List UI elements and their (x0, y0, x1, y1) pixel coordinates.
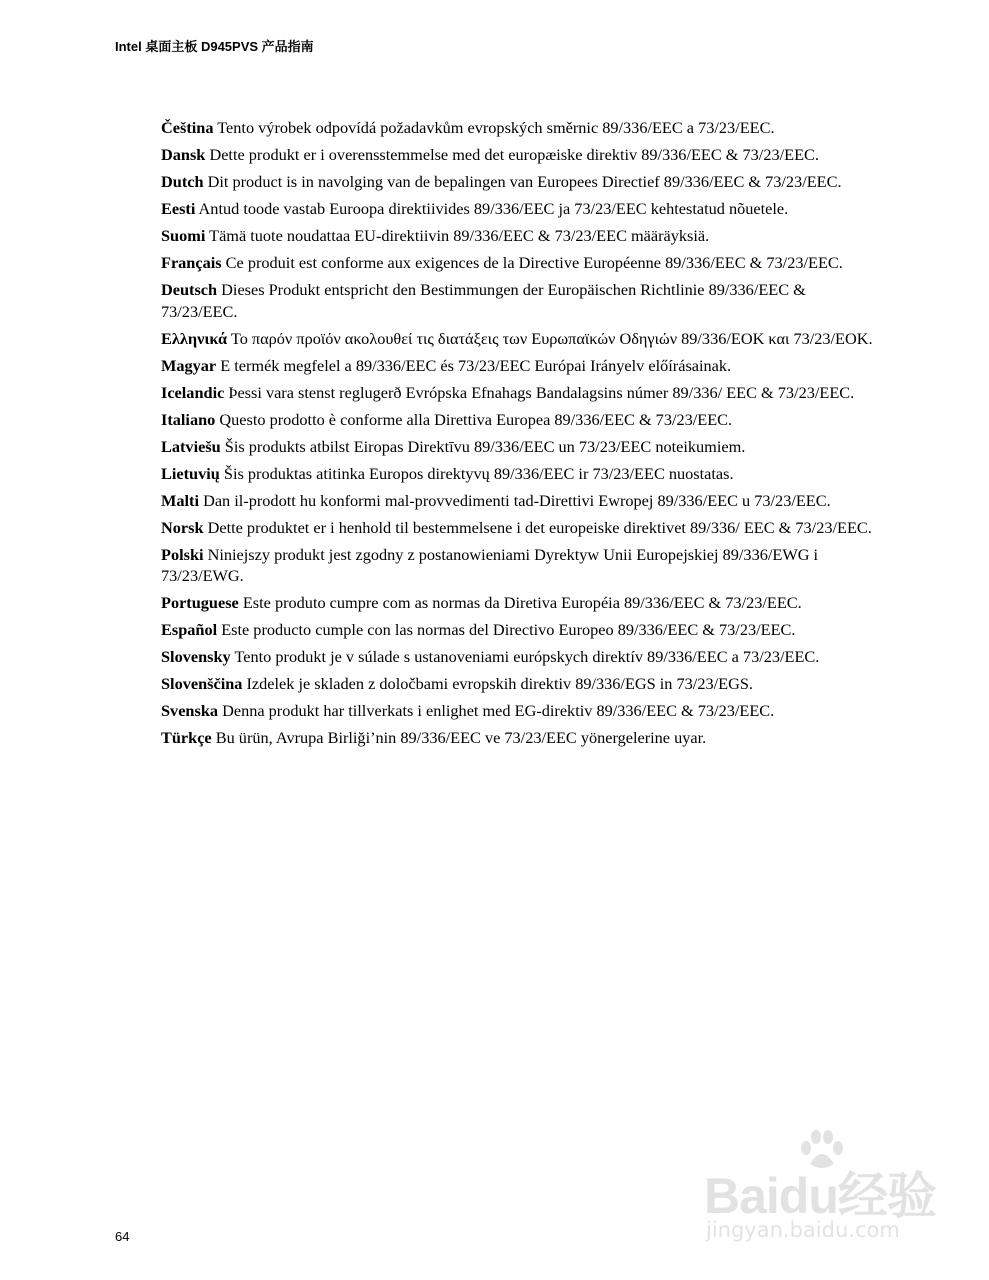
statement-text: Ce produit est conforme aux exigences de la Directive Européenne 89/336/EEC & 73/23/EEC. (225, 253, 843, 272)
statement-entry (161, 463, 873, 485)
statement-entry (161, 198, 873, 220)
statement-text: Antud toode vastab Euroopa direktiivides 89/336/EEC ja 73/23/EEC kehtestatud nõuetele. (198, 199, 789, 218)
statement-text: Denna produkt har tillverkats i enlighet med EG-direktiv 89/336/EEC & 73/23/EEC. (222, 701, 775, 720)
language-label: Svenska (161, 701, 219, 720)
statement-entry (161, 171, 873, 193)
page-header: Intel 桌面主板 D945PVS 产品指南 (115, 39, 314, 54)
statement-entry (161, 382, 873, 404)
statement-text: Tämä tuote noudattaa EU-direktiivin 89/336/EEC & 73/23/EEC määräyksiä. (209, 226, 710, 245)
statement-text: Este producto cumple con las normas del Directivo Europeo 89/336/EEC & 73/23/EEC. (221, 620, 796, 639)
language-label: Slovenščina (161, 674, 243, 693)
statement-entry (161, 252, 873, 274)
language-label: Español (161, 620, 218, 639)
statement-text: Este produto cumpre com as normas da Diretiva Européia 89/336/EEC & 73/23/EEC. (242, 593, 802, 612)
statement-text: Þessi vara stenst reglugerð Evrópska Efnahags Bandalagsins númer 89/336/ EEC & 73/23/EEC. (228, 382, 855, 402)
statement-entry (161, 355, 873, 377)
language-label: Polski (161, 544, 204, 564)
statement-entry (161, 328, 873, 350)
compliance-statements (161, 117, 873, 754)
language-label: Latviešu (161, 436, 221, 456)
statement-text: Šis produktas atitinka Europos direktyvų 89/336/EEC ir 73/23/EEC nuostatas. (223, 463, 734, 483)
language-label: Dutch (161, 172, 204, 191)
language-label: Magyar (161, 355, 217, 375)
statement-entry (161, 673, 873, 695)
page-number: 64 (115, 1229, 130, 1244)
language-label: Čeština (161, 118, 214, 137)
statement-text: Dan il-prodott hu konformi mal-provvedimenti tad-Direttivi Ewropej 89/336/EEC u 73/23/EEC. (203, 490, 831, 510)
statement-entry (161, 279, 873, 322)
language-label: Ελληνικά (161, 328, 228, 348)
language-label: Deutsch (161, 280, 218, 299)
statement-entry (161, 490, 873, 512)
statement-entry (161, 117, 873, 139)
statement-entry (161, 727, 873, 749)
statement-entry (161, 700, 873, 722)
statement-text: Dieses Produkt entspricht den Bestimmungen der Europäischen Richtlinie 89/336/EEC & 73/23/EEC. (161, 280, 806, 321)
statement-text: Šis produkts atbilst Eiropas Direktīvu 89/336/EEC un 73/23/EEC noteikumiem. (224, 436, 746, 456)
statement-entry (161, 517, 873, 539)
statement-text: Bu ürün, Avrupa Birliği’nin 89/336/EEC ve 73/23/EEC yönergelerine uyar. (215, 728, 707, 747)
language-label: Portuguese (161, 593, 239, 612)
language-label: Dansk (161, 145, 206, 164)
language-label: Türkçe (161, 728, 212, 747)
statement-entry (161, 619, 873, 641)
language-label: Italiano (161, 409, 216, 429)
language-label: Français (161, 253, 222, 272)
statement-text: E termék megfelel a 89/336/EEC és 73/23/EEC Európai Irányelv előírásainak. (220, 355, 732, 375)
statement-entry (161, 646, 873, 668)
statement-text: Questo prodotto è conforme alla Direttiva Europea 89/336/EEC & 73/23/EEC. (219, 409, 733, 429)
statement-text: Tento produkt je v súlade s ustanoveniami európskych direktív 89/336/EEC a 73/23/EEC. (234, 647, 820, 666)
statement-entry (161, 409, 873, 431)
language-label: Eesti (161, 199, 196, 218)
watermark-url: jingyan.baidu.com (706, 1218, 900, 1242)
language-label: Slovensky (161, 647, 231, 666)
statement-text: Izdelek je skladen z določbami evropskih direktiv 89/336/EGS in 73/23/EGS. (246, 674, 753, 693)
statement-text: Niniejszy produkt jest zgodny z postanowieniami Dyrektyw Unii Europejskiej 89/336/EWG i 73/23/EWG. (161, 544, 819, 585)
statement-text: Dit product is in navolging van de bepalingen van Europees Directief 89/336/EEC & 73/23/EEC. (207, 172, 842, 191)
statement-entry (161, 544, 873, 587)
language-label: Icelandic (161, 382, 225, 402)
statement-entry (161, 592, 873, 614)
statement-text: Dette produktet er i henhold til bestemmelsene i det europeiske direktivet 89/336/ EEC & 73/23/EEC. (207, 517, 872, 537)
language-label: Norsk (161, 517, 204, 537)
statement-entry (161, 225, 873, 247)
watermark-logo: Baidu经验 (704, 1168, 936, 1224)
statement-entry (161, 144, 873, 166)
statement-text: Tento výrobek odpovídá požadavkům evropských směrnic 89/336/EEC a 73/23/EEC. (217, 118, 775, 137)
baidu-watermark (700, 1140, 940, 1250)
statement-text: Dette produkt er i overensstemmelse med det europæiske direktiv 89/336/EEC & 73/23/EEC. (209, 145, 819, 164)
statement-text: Το παρόν προϊόν ακολουθεί τις διατάξεις των Ευρωπαϊκών Οδηγιών 89/336/ΕΟΚ και 73/23/ΕΟΚ. (230, 328, 873, 348)
language-label: Malti (161, 490, 199, 510)
statement-entry (161, 436, 873, 458)
language-label: Suomi (161, 226, 206, 245)
language-label: Lietuvių (161, 463, 220, 483)
